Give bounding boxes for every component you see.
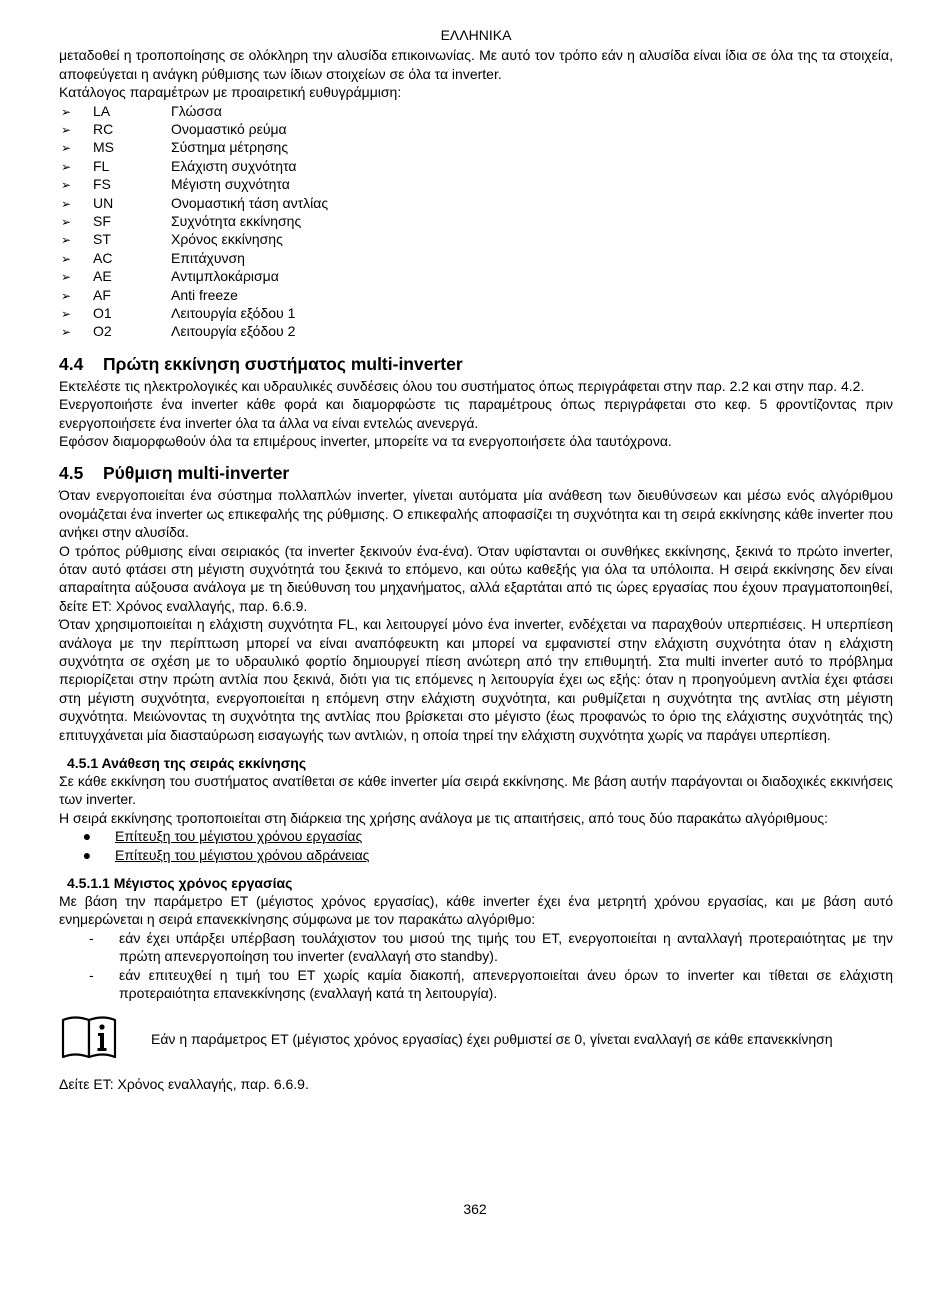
- arrow-bullet-icon: ➢: [61, 104, 72, 119]
- param-code: AC: [93, 249, 113, 266]
- param-code: UN: [93, 194, 114, 211]
- section-title: Ρύθμιση multi-inverter: [103, 463, 290, 484]
- info-note: [59, 1014, 893, 1064]
- list-item: [59, 846, 893, 864]
- subsection-heading-4-5-1: 4.5.1 Ανάθεση της σειράς εκκίνησης: [67, 755, 307, 772]
- list-item: [59, 286, 893, 304]
- param-name: Ελάχιστη συχνότητα: [171, 157, 297, 174]
- param-code: AE: [93, 268, 112, 285]
- list-item: [59, 138, 893, 156]
- arrow-bullet-icon: ➢: [61, 325, 72, 340]
- rule-text: εάν έχει υπάρξει υπέρβαση τουλάχιστον του μισού της τιμής του ET, ενεργοποιείται η ανταλλαγή προτεραιότητας με την πρώτη απενεργοποίηση του inverter (εναλλαγή στο standby).: [119, 929, 893, 965]
- list-item: [59, 230, 893, 248]
- param-code: RC: [93, 121, 114, 138]
- list-item: [59, 102, 893, 120]
- paragraph: Η σειρά εκκίνησης τροποποιείται στη διάρκεια της χρήσης ανάλογα με τις απαιτήσεις, από τους δύο παρακάτω αλγόριθμους:: [59, 809, 829, 826]
- algorithm-link[interactable]: Επίτευξη του μέγιστου χρόνου εργασίας: [115, 828, 363, 845]
- algorithm-list: [59, 827, 893, 864]
- info-book-icon: [59, 1014, 151, 1064]
- paragraph: Ο τρόπος ρύθμισης είναι σειριακός (τα inverter ξεκινούν ένα-ένα). Όταν υφίστανται οι συνθήκες εκκίνησης, ξεκινά το πρώτο inverter, όταν αυτό φτάσει στη μέγιστη συχνότητά του ξεκινά το επόμενο, και ούτω καθεξής για όλα τα υπόλοιπα. Η σειρά εκκίνησης δεν είναι απαραίτητα αύξουσα ανάλογα με τη διεύθυνση του μηχανήματος, αλλά εξαρτάται από τις ώρες εργασίας που έχουν πραγματοποιηθεί, δείτε ET: Χρόνος εναλλαγής, παρ. 6.6.9.: [59, 542, 893, 614]
- rule-list: [59, 929, 893, 1003]
- param-name: Αντιμπλοκάρισμα: [171, 268, 279, 285]
- paragraph: Με βάση την παράμετρο ET (μέγιστος χρόνος εργασίας), κάθε inverter έχει ένα μετρητή χρόνου εργασίας, και με βάση αυτό ενημερώνεται η σειρά επανεκκίνησης σύμφωνα με τον παρακάτω αλγόριθμο:: [59, 893, 893, 928]
- arrow-bullet-icon: ➢: [61, 270, 72, 285]
- arrow-bullet-icon: ➢: [61, 159, 72, 174]
- arrow-bullet-icon: ➢: [61, 251, 72, 266]
- list-item: [59, 120, 893, 138]
- page-content: [59, 26, 893, 1093]
- see-reference: Δείτε ET: Χρόνος εναλλαγής, παρ. 6.6.9.: [59, 1075, 309, 1092]
- algorithm-link[interactable]: Επίτευξη του μέγιστου χρόνου αδράνειας: [115, 846, 370, 863]
- language-header: ΕΛΛΗΝΙΚΑ: [440, 27, 512, 43]
- section-heading-4-5: [59, 462, 893, 484]
- param-code: MS: [93, 139, 114, 156]
- arrow-bullet-icon: ➢: [61, 196, 72, 211]
- param-code: SF: [93, 212, 111, 229]
- arrow-bullet-icon: ➢: [61, 288, 72, 303]
- paragraph: Όταν ενεργοποιείται ένα σύστημα πολλαπλών inverter, γίνεται αυτόματα μία ανάθεση των διευθύνσεων και μέσω ενός αλγόριθμου ονομάζεται ένα inverter ως επικεφαλής της ρύθμισης. Ο επικεφαλής αποφασίζει τη συχνότητα και τη σειρά εκκίνησης κάθε inverter που ανήκει στην αλυσίδα.: [59, 487, 893, 541]
- param-name: Anti freeze: [171, 286, 238, 303]
- list-item: [59, 212, 893, 230]
- list-item: [59, 966, 893, 1003]
- list-item: [59, 194, 893, 212]
- paragraph: Ενεργοποιήστε ένα inverter κάθε φορά και διαμορφώστε τις παραμέτρους όπως περιγράφεται στο κεφ. 5 φροντίζοντας πριν ενεργοποιήσετε ένα inverter όλα τα άλλα να είναι εντελώς ανενεργά.: [59, 396, 893, 431]
- param-code: LA: [93, 102, 111, 119]
- parameter-list: [59, 102, 893, 341]
- param-name: Λειτουργία εξόδου 1: [171, 304, 296, 321]
- param-name: Σύστημα μέτρησης: [171, 139, 289, 156]
- paragraph: Σε κάθε εκκίνηση του συστήματος ανατίθεται σε κάθε inverter μία σειρά εκκίνησης. Με βάση αυτήν παράγονται οι διαδοχικές εκκινήσεις των inverter.: [59, 773, 893, 808]
- param-code: ST: [93, 231, 111, 248]
- list-item: [59, 175, 893, 193]
- param-name: Χρόνος εκκίνησης: [171, 231, 283, 248]
- list-item: [59, 322, 893, 340]
- bullet-icon: ●: [82, 828, 92, 845]
- arrow-bullet-icon: ➢: [61, 123, 72, 138]
- list-item: [59, 157, 893, 175]
- paragraph: Εκτελέστε τις ηλεκτρολογικές και υδραυλικές συνδέσεις όλου του συστήματος όπως περιγράφεται στην παρ. 2.2 και στην παρ. 4.2.: [59, 377, 865, 394]
- param-name: Μέγιστη συχνότητα: [171, 176, 290, 193]
- rule-text: εάν επιτευχθεί η τιμή του ET χωρίς καμία διακοπή, απενεργοποιείται άνευ όρων το inverter και τίθεται σε ελάχιστη προτεραιότητα επανεκκίνησης (εναλλαγή κατά τη λειτουργία).: [119, 966, 893, 1002]
- param-name: Συχνότητα εκκίνησης: [171, 212, 302, 229]
- param-name: Γλώσσα: [171, 102, 222, 119]
- list-item: [59, 267, 893, 285]
- param-name: Λειτουργία εξόδου 2: [171, 323, 296, 340]
- dash-bullet: -: [89, 966, 94, 983]
- page-number: 362: [463, 1201, 487, 1217]
- arrow-bullet-icon: ➢: [61, 233, 72, 248]
- arrow-bullet-icon: ➢: [61, 141, 72, 156]
- section-number: 4.5: [59, 463, 84, 484]
- param-name: Ονομαστική τάση αντλίας: [171, 194, 329, 211]
- section-heading-4-4: [59, 353, 893, 375]
- param-list-caption: Κατάλογος παραμέτρων με προαιρετική ευθυγράμμιση:: [59, 84, 402, 101]
- param-code: O1: [93, 304, 112, 321]
- dash-bullet: -: [89, 929, 94, 946]
- section-title: Πρώτη εκκίνηση συστήματος multi-inverter: [103, 353, 463, 374]
- param-code: O2: [93, 323, 112, 340]
- param-code: AF: [93, 286, 111, 303]
- section-number: 4.4: [59, 353, 84, 374]
- list-item: [59, 827, 893, 845]
- bullet-icon: ●: [82, 846, 92, 863]
- list-item: [59, 249, 893, 267]
- param-code: FS: [93, 176, 111, 193]
- paragraph: Όταν χρησιμοποιείται η ελάχιστη συχνότητα FL, και λειτουργεί μόνο ένα inverter, ενδέχεται να παραχθούν υπερπιέσεις. Η υπερπίεση ανάλογα με την περίπτωση μπορεί να είναι αναπόφευκτη και μπορεί να εμφανιστεί στην ελάχιστη συχνότητα όταν η ελάχιστη συχνότητα σε σχέση με το υδραυλικό φορτίο δημιουργεί πίεση ανώτερη από την επιθυμητή. Στα multi inverter αυτό το πρόβλημα περιορίζεται στην πρώτη αντλία που ξεκινά, διότι για τις επόμενες η λειτουργία έχει ως εξής: όταν η προηγούμενη αντλία έχει φτάσει στη μέγιστη συχνότητα, ενεργοποιείται η επόμενη στην ελάχιστη συχνότητα, και ρυθμίζεται η συχνότητα της αντλίας στη μέγιστη συχνότητα. Μειώνοντας τη συχνότητα της αντλίας που βρίσκεται στο μέγιστο (έως προφανώς το όριο της ελάχιστης συχνότητάς της) επιτυγχάνεται μία διασταύρωση εισαγωγής των αντλιών, η οποία τηρεί την ελάχιστη συχνότητα χωρίς να παράγει υπερπίεση.: [59, 616, 893, 743]
- param-name: Ονομαστικό ρεύμα: [171, 121, 287, 138]
- arrow-bullet-icon: ➢: [61, 178, 72, 193]
- arrow-bullet-icon: ➢: [61, 306, 72, 321]
- subsection-heading-4-5-1-1: 4.5.1.1 Μέγιστος χρόνος εργασίας: [67, 875, 293, 892]
- param-name: Επιτάχυνση: [171, 249, 245, 266]
- param-code: FL: [93, 157, 110, 174]
- arrow-bullet-icon: ➢: [61, 214, 72, 229]
- list-item: [59, 304, 893, 322]
- list-item: [59, 929, 893, 966]
- intro-paragraph: μεταδοθεί η τροποποίησης σε ολόκληρη την αλυσίδα επικοινωνίας. Με αυτό τον τρόπο εάν η αλυσίδα είναι ίδια σε όλα της τα στοιχεία, αποφεύγεται η ανάγκη ρύθμισης των ίδιων στοιχείων σε όλα τα inverter.: [59, 47, 893, 82]
- paragraph: Εφόσον διαμορφωθούν όλα τα επιμέρους inverter, μπορείτε να τα ενεργοποιήσετε όλα ταυτόχρονα.: [59, 432, 672, 449]
- note-text: Εάν η παράμετρος ET (μέγιστος χρόνος εργασίας) έχει ρυθμιστεί σε 0, γίνεται εναλλαγή σε κάθε επανεκκίνηση: [151, 1031, 833, 1048]
